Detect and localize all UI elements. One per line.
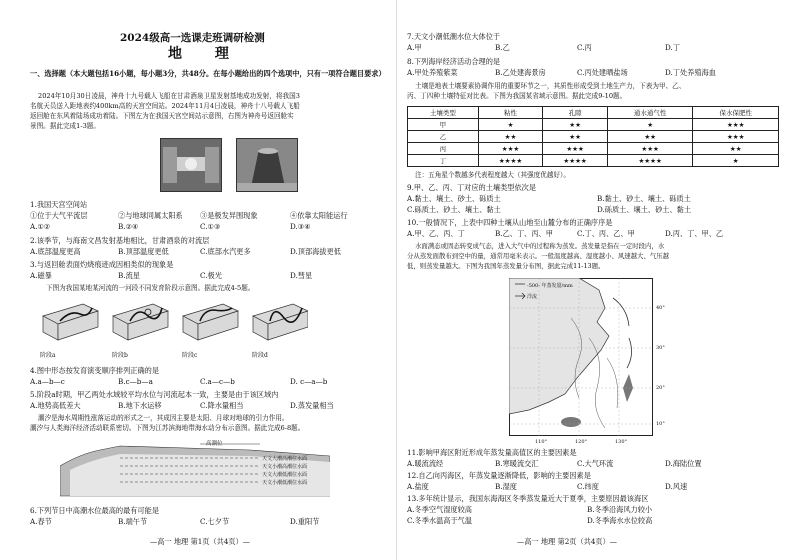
- question-6: 6.下列节日中高潮水位最高的最有可能是: [30, 506, 160, 515]
- intro4-line: 丙、丁四种土壤特征对比表。下图为我国某省域示意图。据此完成9-10题。: [407, 92, 627, 100]
- table-cell: ★★★: [478, 143, 543, 155]
- stage-label: 阶段d: [252, 352, 268, 359]
- table-cell: 乙: [408, 131, 479, 143]
- question-10: 10.一般情况下，上表中四种土壤从山地至山麓分布的正确序序是: [407, 218, 613, 227]
- q10-option: A.甲、乙、丙、丁: [407, 229, 465, 238]
- question-9: 9.甲、乙、丙、丁对应的土壤类型依次是: [407, 183, 537, 192]
- map-latitude: 40°: [656, 305, 665, 311]
- question-4: 4.图中形态按发育演变顺序排列正确的是: [30, 366, 160, 375]
- diagram-level-label: 天文大潮低潮位水面: [262, 472, 308, 478]
- q12-option: C.纬度: [577, 482, 599, 491]
- intro5-line: 水面满态或固态转变成气态，进入大气中的过程称为蒸发。蒸发量是指在一定时段内，水: [415, 242, 665, 250]
- table-header: 通水通气性: [607, 107, 693, 119]
- soil-table: [407, 106, 779, 167]
- q3-option: C.极光: [200, 271, 222, 280]
- q7-option: A.甲: [407, 43, 422, 52]
- table-cell: ★★: [478, 131, 543, 143]
- q11-option: B.寒暖流交汇: [495, 459, 539, 468]
- question-8: 8.下列海岸经济活动合理的是: [407, 57, 501, 66]
- map-longitude: 120°: [575, 439, 588, 445]
- table-header: 土壤类型: [408, 107, 479, 119]
- q9-option: D.砾质土、壤土、砂土、黏土: [597, 205, 692, 214]
- stage-label: 阶段a: [40, 352, 56, 359]
- q7-option: D.丁: [665, 43, 680, 52]
- map-longitude: 130°: [615, 439, 628, 445]
- table-cell: ★★★: [693, 131, 779, 143]
- space-station-photo: [160, 138, 222, 192]
- q1-choice: D.③④: [290, 222, 311, 231]
- q13-option: A.冬季空气湿度较高: [407, 505, 472, 514]
- table-cell: ★: [607, 119, 693, 131]
- table-row: [408, 131, 779, 143]
- intro1-line: 景图。据此完成1-3题。: [30, 122, 100, 130]
- q8-option: A.甲处养殖紫菜: [407, 68, 458, 77]
- map-latitude: 10°: [656, 421, 665, 427]
- q13-option: B.冬季沿海风力较小: [587, 505, 653, 514]
- q2-option: B.顶部温度更低: [118, 247, 169, 256]
- table-cell: 甲: [408, 119, 479, 131]
- q12-option: B.湿度: [495, 482, 517, 491]
- q11-option: A.暖流流经: [407, 459, 444, 468]
- q9-option: A.黏土、壤土、砂土、砾质土: [407, 194, 501, 203]
- table-cell: 丁: [408, 155, 479, 167]
- map-legend-current: 洋流: [527, 294, 538, 300]
- q7-option: C.丙: [577, 43, 592, 52]
- intro1-line: 名航天员送入距地表约400km高的天宫空间站。2024年11月4日凌晨，神舟十八号载人飞船: [30, 102, 300, 110]
- intro2: 下图为我国某地某河流的一河段不同发育阶段示意图。据此完成4-5题。: [46, 284, 255, 292]
- table-cell: ★★★★: [607, 155, 693, 167]
- q6-option: B.端午节: [118, 517, 148, 526]
- q3-option: A.磁暴: [30, 271, 52, 280]
- intro4-line: 土壤是地表土壤要素协调作用的重要环节之一，其质性形成受到土地生产力，下表为甲、乙、: [415, 82, 686, 90]
- table-cell: ★★★: [543, 143, 608, 155]
- table-row: [408, 119, 779, 131]
- table-cell: ★★: [543, 119, 608, 131]
- q4-option: A.a—b—c: [30, 377, 65, 386]
- table-cell: ★★★: [607, 143, 693, 155]
- q11-option: D.海陆位置: [665, 459, 702, 468]
- q10-option: C.丁、丙、乙、甲: [577, 229, 635, 238]
- q10-option: B.乙、丁、丙、甲: [495, 229, 553, 238]
- q13-option: D.冬季海水水位较高: [587, 516, 653, 525]
- diagram-level-label: 天文小潮高潮位水面: [262, 464, 308, 470]
- page-right: [397, 0, 794, 560]
- table-cell: ★★★★: [478, 155, 543, 167]
- q12-option: A.盐度: [407, 482, 429, 491]
- question-13: 13.多年统计显示，我国东海海区冬季蒸发量近大于夏季，主要原因最该海区: [407, 494, 649, 503]
- question-3: 3.与返回舱表面灼烧痕迹成因相类似的现象是: [30, 260, 174, 269]
- stage-label: 阶段c: [182, 352, 198, 359]
- table-header: 保水保肥性: [693, 107, 779, 119]
- question-1: 1.我国天宫空间站: [30, 200, 88, 209]
- table-cell: ★★★: [693, 119, 779, 131]
- table-cell: ★★: [543, 131, 608, 143]
- question-11: 11.影响甲海区附近形成年蒸发量高值区的主要因素是: [407, 448, 577, 457]
- q5-option: A.地势高低差大: [30, 401, 81, 410]
- q1-choice: B.②④: [118, 222, 139, 231]
- q8-option: C.丙处建晒盐场: [577, 68, 628, 77]
- q4-option: D. c—a—b: [290, 377, 328, 386]
- river-stage-diagram: [38, 296, 308, 346]
- q1-choice: A.①②: [30, 222, 51, 231]
- table-cell: ★★: [693, 143, 779, 155]
- diagram-top-label: 高潮位: [206, 441, 223, 447]
- q8-option: B.乙处建海景房: [495, 68, 546, 77]
- diagram-level-label: 天文小潮低潮位水面: [262, 480, 308, 486]
- intro1-line: 2024年10月30日凌晨，神舟十九号载人飞船在甘肃酒泉卫星发射基地成功发射，将我国3: [38, 92, 300, 100]
- intro5-line: 低，则蒸发量越大。下图为我国年蒸发量分布图，据此完成11-13题。: [407, 262, 605, 270]
- question-5: 5.阶段a时期，甲乙两处水域较平均水位与河流起本一致，主要是由于该区域内: [30, 390, 279, 399]
- q2-option: D.顶部海拔更低: [290, 247, 341, 256]
- q5-option: C.降水量相当: [200, 401, 244, 410]
- subject-title: 地 理: [168, 46, 243, 62]
- page-footer: —高一 地理 第2页（共4页）—: [517, 537, 617, 546]
- q1-option: ①位于大气平流层: [30, 211, 88, 220]
- q6-option: D.重阳节: [290, 517, 320, 526]
- q1-option: ④依靠太阳能运行: [290, 211, 348, 220]
- question-12: 12.自乙向丙海区，年蒸发量逐渐降低，影响的主要因素是: [407, 471, 591, 480]
- q6-option: A.春节: [30, 517, 52, 526]
- return-capsule-photo: [236, 138, 298, 192]
- q7-option: B.乙: [495, 43, 510, 52]
- q2-option: C.底部水汽更多: [200, 247, 251, 256]
- q6-option: C.七夕节: [200, 517, 230, 526]
- table-row: [408, 143, 779, 155]
- table-header: 粘性: [478, 107, 543, 119]
- page-footer: —高一 地理 第1页（共4页）—: [150, 537, 250, 546]
- q1-option: ②与地球同属太阳系: [118, 211, 183, 220]
- map-longitude: 110°: [535, 439, 548, 445]
- map-legend-contour: -500- 年蒸发量/mm: [527, 283, 573, 289]
- q11-option: C.大气环流: [577, 459, 614, 468]
- q5-option: B.地下水运移: [118, 401, 162, 410]
- q13-option: C.冬季水温高于气温: [407, 516, 473, 525]
- table-row: [408, 155, 779, 167]
- q3-option: B.流星: [118, 271, 140, 280]
- intro5-line: 分从蒸发面散布到空中的量，通常用毫米表示。一般温度越高、湿度越小、风速越大、气压越: [407, 252, 670, 260]
- q1-option: ③是极发异围现象: [200, 211, 258, 220]
- q8-option: D.丁处养殖海血: [665, 68, 716, 77]
- q9-option: B.黏土、砂土、壤土、砾质土: [597, 194, 691, 203]
- table-note: 注：五角星个数越多代表程度越大（其强度优越好）。: [415, 171, 570, 179]
- q2-option: A.底部温度更高: [30, 247, 81, 256]
- stage-label: 阶段b: [112, 352, 128, 359]
- q5-option: D.蒸发量相当: [290, 401, 334, 410]
- exam-title: 2024级高一选课走班调研检测: [120, 32, 265, 44]
- q1-choice: C.①③: [200, 222, 221, 231]
- table-cell: ★★★★: [543, 155, 608, 167]
- table-cell: ★★: [607, 131, 693, 143]
- intro1-line: 返回舱在东风着陆场成功着陆。下图左为在我国天宫空间站示意图，右图为神舟号返回舱实: [30, 112, 294, 120]
- question-7: 7.天文小潮低潮水位大体位于: [407, 32, 501, 41]
- q10-option: D.丙、丁、甲、乙: [665, 229, 724, 238]
- table-cell: ★: [478, 119, 543, 131]
- q12-option: D.风速: [665, 482, 688, 491]
- q4-option: B.c—b—a: [118, 377, 153, 386]
- section-heading: 一、选择题（本大题包括16小题，每小题3分，共48分。在每小题给出的四个选项中，只有一项符合题目要求）: [30, 69, 386, 78]
- table-cell: ★: [693, 155, 779, 167]
- map-latitude: 20°: [656, 385, 665, 391]
- q3-option: D.彗星: [290, 271, 313, 280]
- intro3-line: 潮汐与人类海洋经济活动联系密切。下图为江苏滨海地带海水动分布示意图。据此完成6-8题。: [30, 424, 305, 432]
- question-2: 2.该季节，与海南文昌发射基地相比，甘肃酒泉的对流层: [30, 236, 210, 245]
- table-header: 孔隙: [543, 107, 608, 119]
- q9-option: C.砾质土、砂土、壤土、黏土: [407, 205, 501, 214]
- table-cell: 丙: [408, 143, 479, 155]
- table-header-row: [408, 107, 779, 119]
- map-latitude: 30°: [656, 345, 665, 351]
- intro3-line: 潮汐是海水周期性涨落运动的形式之一，其成因主要是太阳、月球对地球的引力作用。: [38, 414, 289, 422]
- diagram-level-label: 天文大潮高潮位水面: [262, 456, 308, 462]
- q4-option: C.a—c—b: [200, 377, 235, 386]
